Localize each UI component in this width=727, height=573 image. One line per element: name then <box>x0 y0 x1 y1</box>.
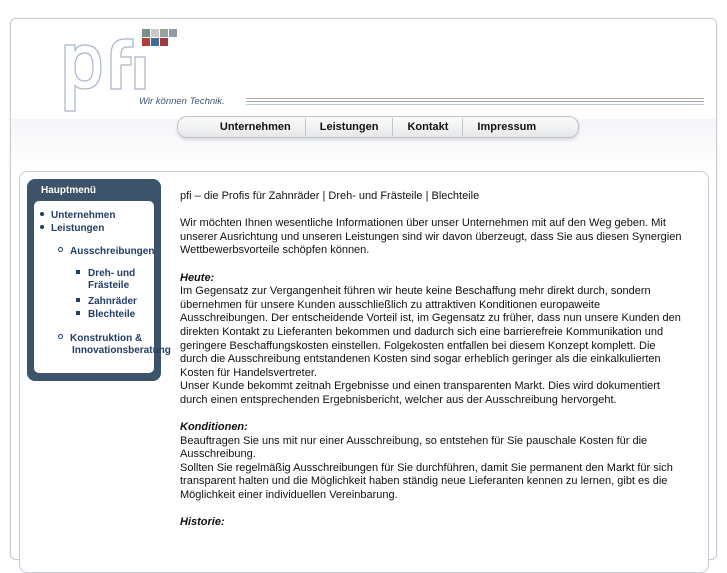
logo-square <box>151 29 159 37</box>
logo-square <box>142 38 150 46</box>
header-line <box>246 98 704 99</box>
nav-item-impressum[interactable]: Impressum <box>477 121 537 133</box>
bullet-icon <box>58 334 63 339</box>
intro-title: pfi – die Profis für Zahnräder | Dreh- und Frästeile | Blechteile <box>180 190 480 202</box>
header-line <box>246 104 704 105</box>
sidebar-main-menu <box>27 179 171 381</box>
heute-text: Im Gegensatz zur Vergangenheit führen wir heute keine Beschaffung mehr direkt durch, sondern übernehmen für unsere Kunden ausschließlich zu attraktiven Konditionen europaweite Ausschreibungen. Der entscheidende Vorteil ist, im Gegensatz zu früher, dass nun unsere Kunden den direkten Kontakt zu Lieferanten bekommen und dadurch sich eine barrierefreie Kommunikation und geringere Beschaffungskosten einstellen. Folgekosten entfallen bei diesem Konzept komplett. Die durch die Ausschreibung entstandenen Kosten sind sogar erheblich geringer als die einkalkulierten Kosten für Handelsvertreter. <box>180 285 681 379</box>
header <box>11 19 716 120</box>
main-content <box>180 190 685 530</box>
konditionen-heading: Konditionen: <box>180 421 248 434</box>
logo-square <box>160 29 168 37</box>
heute-text-2: Unser Kunde bekommt zeitnah Ergebnisse und einen transparenten Markt. Dies wird dokumentiert durch einen entsprechenden Ergebnisbericht, welcher aus der Ausschreibung hervorgeht. <box>180 380 660 406</box>
main-nav <box>177 116 579 138</box>
bullet-icon <box>76 311 80 315</box>
nav-item-leistungen[interactable]: Leistungen <box>319 121 379 133</box>
content-box <box>19 171 709 573</box>
menu-item-ausschreibungen[interactable]: Ausschreibungen <box>58 246 154 258</box>
nav-item-kontakt[interactable]: Kontakt <box>407 121 449 133</box>
logo-square <box>160 38 168 46</box>
menu-list <box>34 201 171 373</box>
menu-item-leistungen[interactable]: Leistungen <box>40 223 104 235</box>
logo-square <box>169 29 177 37</box>
menu-item-blechteile[interactable]: Blechteile <box>76 309 135 321</box>
logo-square <box>142 29 150 37</box>
historie-heading: Historie: <box>180 516 225 529</box>
bullet-icon <box>76 270 80 274</box>
bullet-icon <box>58 247 63 252</box>
bullet-icon <box>40 225 44 229</box>
menu-title: Hauptmenü <box>41 185 96 196</box>
menu-item-unternehmen[interactable]: Unternehmen <box>40 210 115 222</box>
logo-tagline: Wir können Technik. <box>139 96 225 107</box>
menu-item-zahnraeder[interactable]: Zahnräder <box>76 296 137 308</box>
pfi-logo[interactable] <box>59 27 239 119</box>
konditionen-text: Beauftragen Sie uns mit nur einer Ausschreibung, so entstehen für Sie pauschale Kosten für die Ausschreibung. <box>180 434 648 461</box>
header-lines <box>246 98 704 107</box>
heute-heading: Heute: <box>180 271 215 284</box>
logo-square <box>151 38 159 46</box>
header-line <box>246 101 704 102</box>
page-frame <box>10 18 717 560</box>
menu-item-konstruktion[interactable]: Konstruktion & Innovationsberatung <box>58 333 171 357</box>
bullet-icon <box>40 212 44 216</box>
menu-item-dreh-fraesteile[interactable]: Dreh- und Frästeile <box>76 268 135 292</box>
bullet-icon <box>76 298 80 302</box>
konditionen-text-2: Sollten Sie regelmäßig Ausschreibungen für Sie durchführen, damit Sie permanent den Markt für sich transparent halten und die Möglichkeit haben ständig neue Lieferanten kennen zu lernen, gibt es die Möglichkeit einer individuellen Vereinbarung. <box>180 461 673 502</box>
nav-item-unternehmen[interactable]: Unternehmen <box>219 121 291 133</box>
intro-text: Wir möchten Ihnen wesentliche Informationen über unser Unternehmen mit auf den Weg geben. Mit unserer Ausrichtung und unseren Leistungen sind wir davon überzeugt, dass Sie aus diesen Synergien Wettbewerbsvorteile schöpfen können. <box>180 217 682 257</box>
